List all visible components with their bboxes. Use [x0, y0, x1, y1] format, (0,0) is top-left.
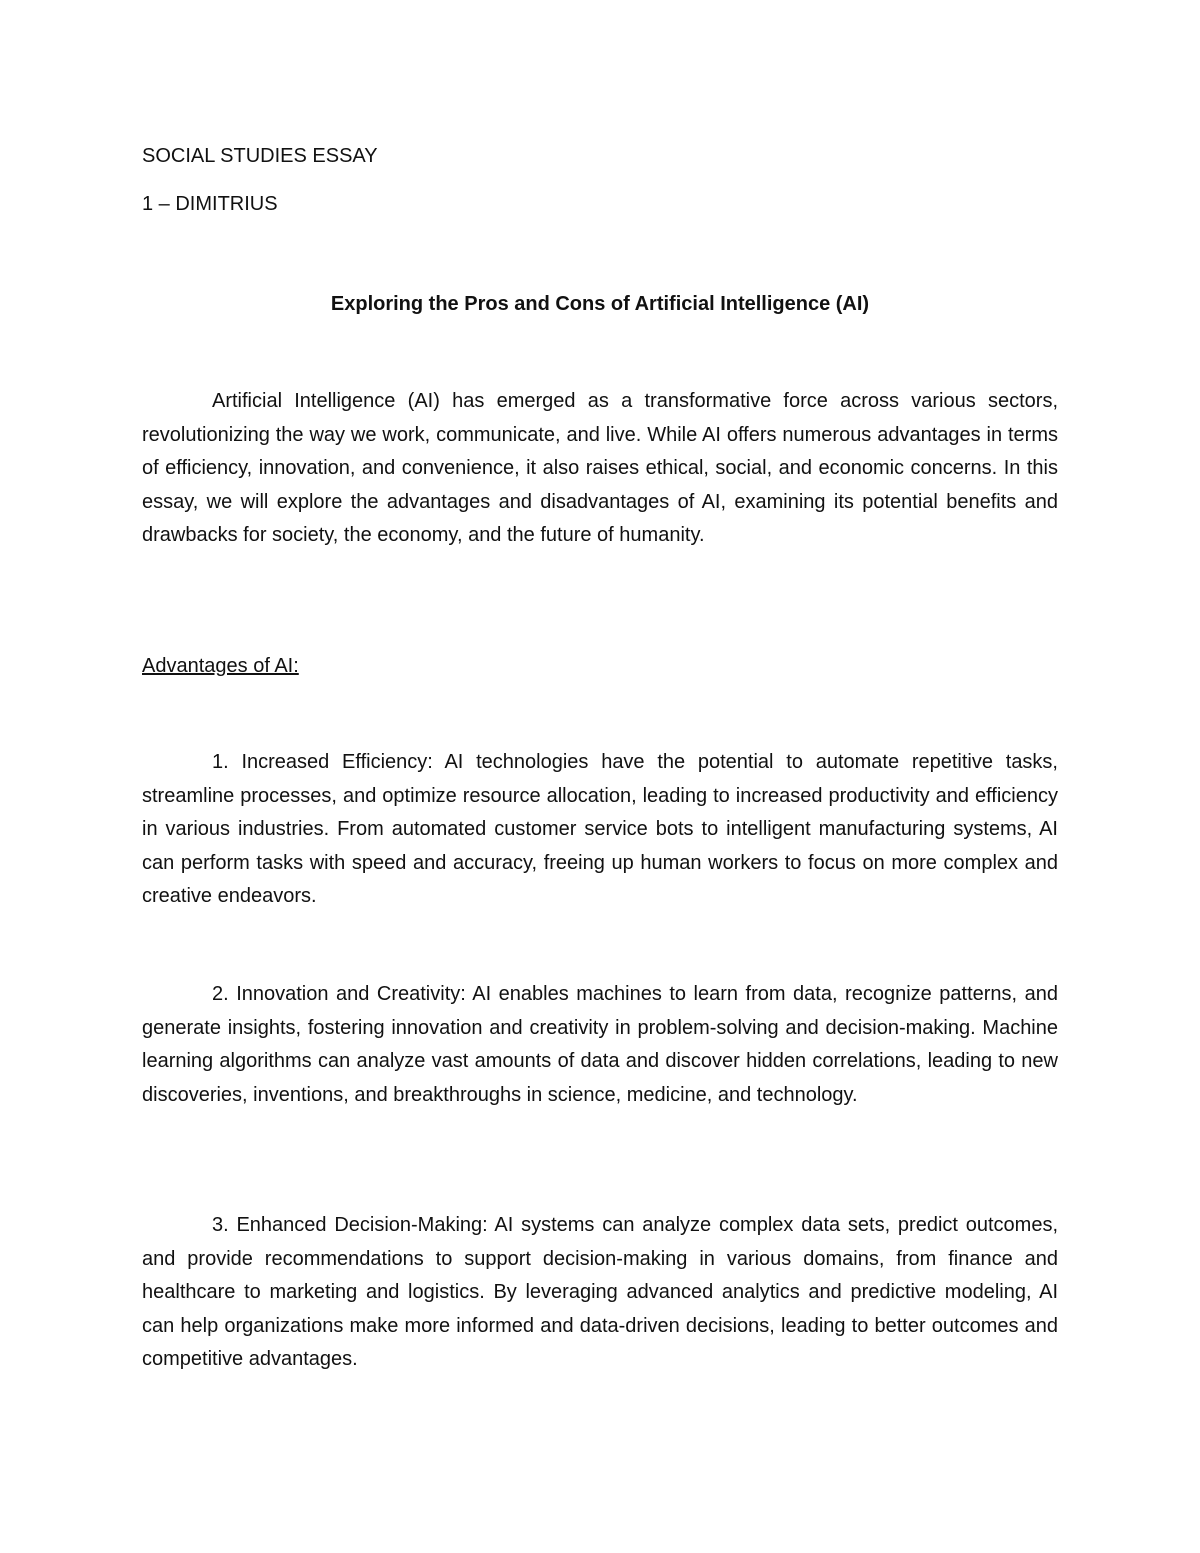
- advantages-heading: Advantages of AI:: [142, 655, 299, 677]
- essay-title: Exploring the Pros and Cons of Artificial Intelligence (AI): [330, 293, 870, 315]
- advantage-item-innovation: 2. Innovation and Creativity: AI enables machines to learn from data, recognize patterns, and generate insights, fostering innovation and creativity in problem-solving and decision-making. Machine learning algorithms can analyze vast amounts of data and discover hidden correlations, leading to new discoveries, inventions, and breakthroughs in science, medicine, and technology.: [142, 983, 1058, 1106]
- advantage-item-decision-making: 3. Enhanced Decision-Making: AI systems can analyze complex data sets, predict outcomes, and provide recommendations to support decision-making in various domains, from finance and healthcare to marketing and logistics. By leveraging advanced analytics and predictive modeling, AI can help organizations make more informed and data-driven decisions, leading to better outcomes and competitive advantages.: [142, 1214, 1058, 1370]
- advantage-item-efficiency: 1. Increased Efficiency: AI technologies have the potential to automate repetitive tasks, streamline processes, and optimize resource allocation, leading to increased productivity and efficiency in various industries. From automated customer service bots to intelligent manufacturing systems, AI can perform tasks with speed and accuracy, freeing up human workers to focus on more complex and creative endeavors.: [142, 751, 1058, 907]
- intro-paragraph: Artificial Intelligence (AI) has emerged as a transformative force across various sectors, revolutionizing the way we work, communicate, and live. While AI offers numerous advantages in terms of efficiency, innovation, and convenience, it also raises ethical, social, and economic concerns. In this essay, we will explore the advantages and disadvantages of AI, examining its potential benefits and drawbacks for society, the economy, and the future of humanity.: [142, 390, 1058, 546]
- student-label: 1 – DIMITRIUS: [142, 193, 278, 215]
- course-label: SOCIAL STUDIES ESSAY: [142, 145, 378, 167]
